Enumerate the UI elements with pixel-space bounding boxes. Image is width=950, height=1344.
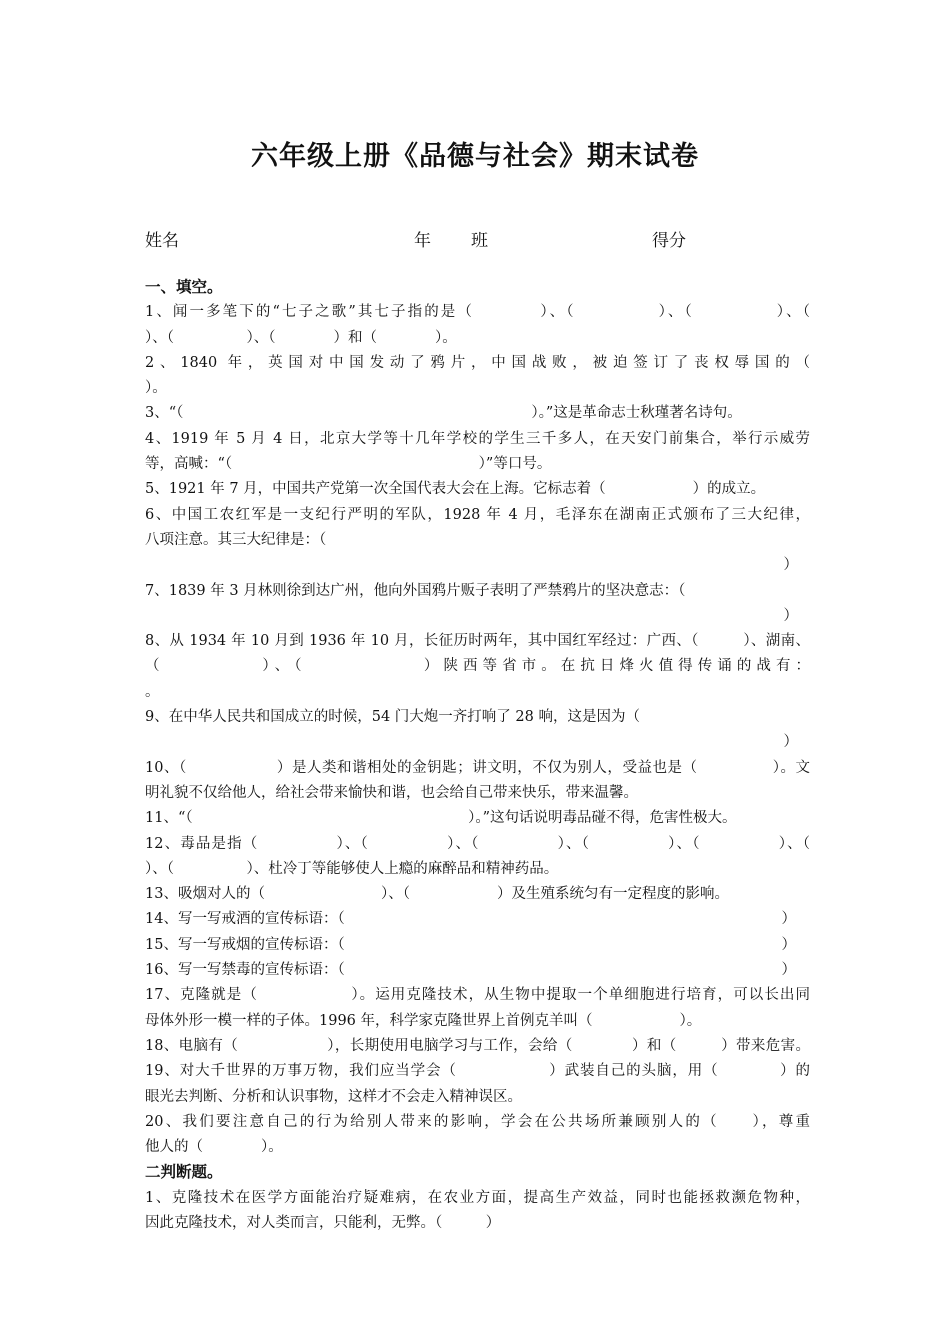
question-line: 18、电脑有（ ），长期使用电脑学习与工作，会给（ ）和（ ）带来危害。 <box>145 1037 810 1054</box>
question-line: 1、克隆技术在医学方面能治疗疑难病，在农业方面，提高生产效益，同时也能拯救濒危物种， <box>145 1189 810 1206</box>
slogan-close-paren: ） <box>781 911 796 928</box>
question-line: 16、写一写禁毒的宣传标语：（ ） <box>145 958 810 983</box>
question-line: 10、（ ）是人类和谐相处的金钥匙；讲文明，不仅为别人，受益也是（ ）。文 <box>145 759 810 776</box>
question-line: 7、1839 年 3 月林则徐到达广州，他向外国鸦片贩子表明了严禁鸦片的坚决意志：（ <box>145 582 686 599</box>
score-label: 得分 <box>652 231 686 251</box>
question-line: 1、闻一多笔下的“七子之歌”其七子指的是（ ）、（ ）、（ ）、（ <box>145 304 810 321</box>
question-line: 明礼貌不仅给他人，给社会带来愉快和谐，也会给自己带来快乐，带来温馨。 <box>145 784 638 801</box>
slogan-close-paren: ） <box>781 962 796 979</box>
slogan-close-paren: ） <box>781 936 796 953</box>
question-line: 20、我们要注意自己的行为给别人带来的影响，学会在公共场所兼顾别人的（ ），尊重 <box>145 1113 810 1130</box>
question-line: 他人的（ ）。 <box>145 1139 283 1156</box>
question-line: ） <box>783 734 798 751</box>
question-line: 9、在中华人民共和国成立的时候，54 门大炮一齐打响了 28 响，这是因为（ <box>145 709 640 726</box>
question-line: ） <box>783 607 798 624</box>
class-label: 班 <box>471 231 488 251</box>
question-line: 等，高喊：“（ ）”等口号。 <box>145 456 552 473</box>
question-line: 12、毒品是指（ ）、（ ）、（ ）、（ ）、（ ）、（ <box>145 835 810 852</box>
question-line: 。 <box>145 683 160 700</box>
question-line: 眼光去判断、分析和认识事物，这样才不会走入精神误区。 <box>145 1088 522 1105</box>
section-heading: 二判断题。 <box>145 1163 223 1182</box>
question-line: ）、（ ）、（ ）和（ ）。 <box>145 329 457 346</box>
name-label: 姓名 <box>145 231 179 251</box>
exam-body <box>145 275 810 1236</box>
question-line: ）、（ ）、杜冷丁等能够使人上瘾的麻醉品和精神药品。 <box>145 860 559 877</box>
question-line: 8、从 1934 年 10 月到 1936 年 10 月，长征历时两年，其中国红军经过：广西、（ ）、湖南、 <box>145 633 810 650</box>
grade-label: 年 <box>414 231 431 251</box>
question-line: 14、写一写戒酒的宣传标语：（ ） <box>145 907 810 932</box>
question-line: ）。 <box>145 380 167 397</box>
exam-title: 六年级上册《品德与社会》期末试卷 <box>251 141 699 172</box>
question-line: 3、“（ ）。”这是革命志士秋瑾著名诗句。 <box>145 405 742 422</box>
question-line: 6、中国工农红军是一支纪行严明的军队，1928 年 4 月，毛泽东在湖南正式颁布了三大纪律， <box>145 506 810 523</box>
question-line: （ ）、（ ）陕西等省市。在抗日烽火值得传诵的战有： <box>145 658 810 675</box>
question-line: 19、对大千世界的万事万物，我们应当学会（ ）武装自己的头脑，用（ ）的 <box>145 1063 810 1080</box>
question-line: 17、克隆就是（ ）。运用克隆技术，从生物中提取一个单细胞进行培育，可以长出同 <box>145 987 810 1004</box>
question-line: 因此克隆技术，对人类而言，只能利，无弊。（ ） <box>145 1214 501 1231</box>
question-line: ） <box>783 557 798 574</box>
question-line: 4、1919 年 5 月 4 日，北京大学等十几年学校的学生三千多人，在天安门前集合，举行示威劳 <box>145 430 810 447</box>
question-line: 13、吸烟对人的（ ）、（ ）及生殖系统匀有一定程度的影响。 <box>145 886 729 903</box>
question-line: 母体外形一模一样的子体。1996 年，科学家克隆世界上首例克羊叫（ ）。 <box>145 1012 702 1029</box>
question-line: 2、1840 年，英国对中国发动了鸦片，中国战败，被迫签订了丧权辱国的（ <box>145 354 810 371</box>
question-line: 5、1921 年 7 月，中国共产党第一次全国代表大会在上海。它标志着（ ）的成立。 <box>145 481 766 498</box>
question-line: 八项注意。其三大纪律是：（ <box>145 531 327 548</box>
question-line: 15、写一写戒烟的宣传标语：（ ） <box>145 933 810 958</box>
question-line: 11、“（ ）。”这句话说明毒品碰不得，危害性极大。 <box>145 810 737 827</box>
section-heading: 一、填空。 <box>145 278 223 296</box>
